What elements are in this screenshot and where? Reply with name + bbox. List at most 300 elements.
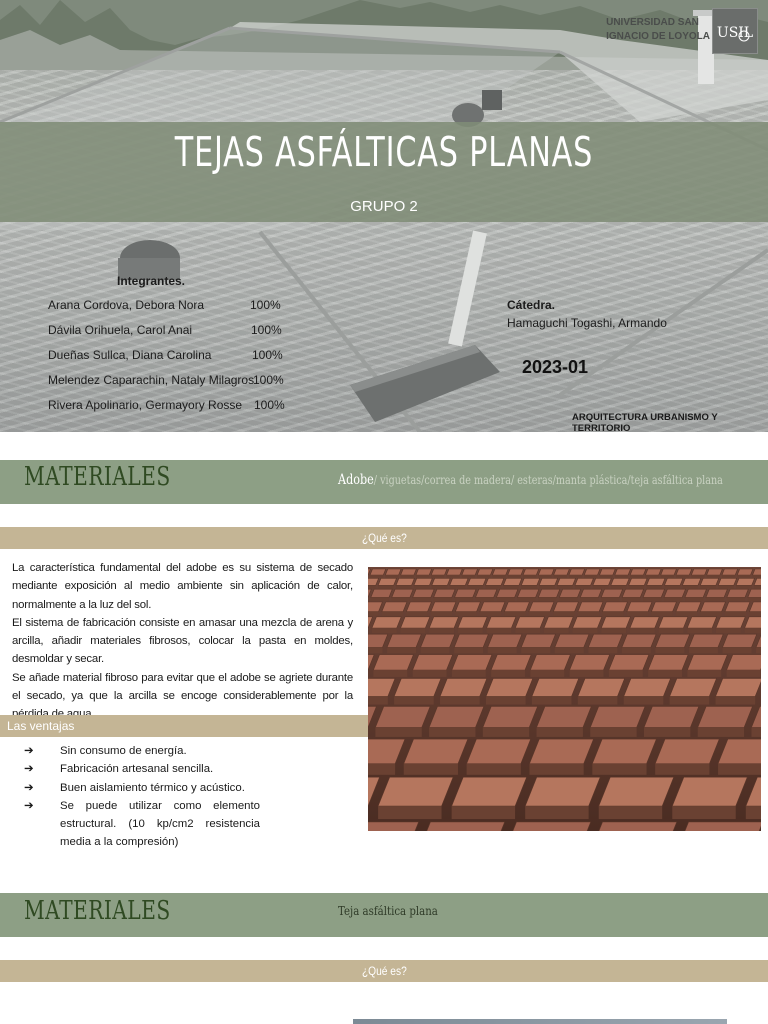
adobe-brick bbox=[716, 678, 761, 696]
adobe-brick bbox=[676, 602, 701, 612]
adobe-brick-side bbox=[370, 575, 383, 578]
adobe-brick bbox=[382, 602, 407, 612]
adobe-brick-side bbox=[718, 764, 761, 775]
adobe-brick bbox=[421, 634, 455, 647]
adobe-brick-side bbox=[644, 727, 690, 736]
adobe-brick-side bbox=[447, 575, 460, 578]
materials-heading: MATERIALES bbox=[24, 462, 171, 492]
member-percent: 100% bbox=[254, 398, 285, 412]
adobe-brick-side bbox=[373, 670, 407, 677]
adobe-brick-side bbox=[651, 612, 672, 616]
adobe-brick bbox=[737, 569, 753, 575]
adobe-brick bbox=[578, 602, 603, 612]
adobe-brick bbox=[557, 578, 575, 585]
academic-year: 2023-01 bbox=[522, 357, 589, 377]
adobe-brick-side bbox=[517, 597, 535, 601]
adobe-brick bbox=[483, 706, 538, 727]
adobe-brick-side bbox=[392, 597, 410, 601]
adobe-brick-side bbox=[676, 612, 697, 616]
group-label: GRUPO 2 bbox=[350, 198, 418, 215]
adobe-brick bbox=[538, 569, 554, 575]
adobe-brick bbox=[676, 569, 692, 575]
adobe-brick-side bbox=[689, 647, 718, 653]
adobe-brick bbox=[602, 602, 627, 612]
adobe-brick bbox=[455, 602, 480, 612]
adobe-brick-side bbox=[368, 585, 376, 588]
adobe-brick-side bbox=[602, 612, 623, 616]
adobe-brick bbox=[615, 569, 631, 575]
adobe-brick bbox=[622, 589, 643, 597]
adobe-brick-side bbox=[493, 575, 506, 578]
adobe-bricks-photo bbox=[368, 567, 761, 831]
adobe-brick bbox=[529, 602, 554, 612]
adobe-brick bbox=[575, 578, 593, 585]
adobe-brick bbox=[553, 602, 578, 612]
adobe-brick bbox=[508, 569, 524, 575]
catedra-label: Cátedra. bbox=[507, 298, 556, 312]
adobe-brick bbox=[723, 634, 757, 647]
adobe-brick-side bbox=[486, 585, 501, 588]
adobe-brick bbox=[488, 634, 522, 647]
adobe-brick-side bbox=[643, 597, 661, 601]
arrow-right-icon: ➔ bbox=[24, 799, 34, 812]
adobe-brick bbox=[401, 617, 430, 628]
adobe-brick bbox=[401, 569, 417, 575]
adobe-brick-side bbox=[416, 575, 429, 578]
adobe-brick-side bbox=[372, 628, 397, 633]
materials-heading-2: MATERIALES bbox=[24, 896, 171, 926]
adobe-brick-side bbox=[413, 597, 431, 601]
adobe-brick bbox=[685, 589, 706, 597]
adobe-brick-side bbox=[382, 612, 403, 616]
adobe-brick bbox=[477, 569, 493, 575]
adobe-brick-side bbox=[378, 585, 393, 588]
adobe-brick-side bbox=[401, 628, 426, 633]
adobe-brick bbox=[593, 578, 611, 585]
adobe-brick bbox=[590, 706, 645, 727]
adobe-brick-side bbox=[477, 575, 490, 578]
adobe-brick bbox=[559, 589, 580, 597]
member-percent: 100% bbox=[250, 298, 281, 312]
adobe-brick bbox=[537, 706, 592, 727]
adobe-brick-side bbox=[736, 585, 751, 588]
member-name: Melendez Caparachin, Nataly Milagros bbox=[48, 373, 255, 387]
adobe-brick-side bbox=[462, 575, 475, 578]
adobe-brick bbox=[521, 578, 539, 585]
member-percent: 100% bbox=[253, 373, 284, 387]
adobe-brick bbox=[413, 589, 434, 597]
adobe-brick bbox=[665, 578, 683, 585]
university-name-line2: IGNACIO DE LOYOLA bbox=[606, 31, 710, 42]
adobe-brick bbox=[521, 634, 555, 647]
adobe-brick bbox=[727, 589, 748, 597]
arrow-right-icon: ➔ bbox=[24, 781, 34, 794]
adobe-brick-side bbox=[716, 696, 756, 704]
faculty-label: ARQUITECTURA URBANISMO Y TERRITORIO bbox=[572, 412, 718, 432]
adobe-brick bbox=[480, 602, 505, 612]
adobe-brick-side bbox=[404, 764, 458, 775]
presentation-title: TEJAS ASFÁLTICAS PLANAS bbox=[174, 128, 594, 176]
adobe-brick bbox=[515, 617, 544, 628]
adobe-brick-side bbox=[537, 727, 583, 736]
adobe-brick bbox=[468, 578, 486, 585]
adobe-brick-side bbox=[665, 585, 680, 588]
adobe-brick-side bbox=[745, 628, 761, 633]
adobe-brick bbox=[517, 589, 538, 597]
adobe-brick bbox=[486, 578, 504, 585]
adobe-brick bbox=[727, 655, 761, 670]
adobe-brick bbox=[573, 617, 602, 628]
question-label-2: ¿Qué es? bbox=[361, 964, 407, 978]
adobe-brick bbox=[682, 578, 700, 585]
adobe-brick-side bbox=[504, 612, 525, 616]
adobe-brick bbox=[476, 589, 497, 597]
adobe-brick-side bbox=[497, 597, 515, 601]
adobe-brick bbox=[569, 569, 585, 575]
adobe-brick bbox=[406, 602, 431, 612]
adobe-brick-side bbox=[655, 647, 684, 653]
adobe-brick-side bbox=[753, 575, 761, 578]
adobe-brick-side bbox=[727, 670, 761, 677]
adobe-brick-side bbox=[476, 597, 494, 601]
adobe-brick-side bbox=[578, 612, 599, 616]
description-paragraph: El sistema de fabricación consiste en amasar una mezcla de arena y arcilla, añadir materiales fibrosos, colocar la pasta en moldes, desmoldar y secar. bbox=[12, 616, 353, 666]
adobe-brick bbox=[716, 617, 745, 628]
adobe-brick-side bbox=[394, 696, 434, 704]
adobe-brick bbox=[611, 578, 629, 585]
adobe-brick bbox=[570, 655, 610, 670]
adobe-brick-side bbox=[570, 670, 604, 677]
adobe-brick-side bbox=[624, 696, 664, 704]
adobe-brick bbox=[622, 634, 656, 647]
adobe-brick bbox=[601, 589, 622, 597]
adobe-brick-side bbox=[539, 585, 554, 588]
adobe-brick bbox=[450, 578, 468, 585]
adobe-brick bbox=[718, 578, 736, 585]
adobe-brick-side bbox=[592, 764, 646, 775]
adobe-brick bbox=[599, 777, 674, 806]
adobe-brick bbox=[440, 678, 487, 696]
adobe-brick bbox=[373, 655, 413, 670]
adobe-brick bbox=[503, 822, 591, 831]
adobe-brick-side bbox=[559, 597, 577, 601]
adobe-brick-side bbox=[725, 612, 746, 616]
adobe-brick-side bbox=[569, 575, 582, 578]
adobe-brick-side bbox=[538, 575, 551, 578]
adobe-brick bbox=[503, 578, 521, 585]
adobe-brick-side bbox=[655, 764, 709, 775]
adobe-brick bbox=[447, 569, 463, 575]
adobe-brick bbox=[661, 569, 677, 575]
adobe-brick bbox=[725, 602, 750, 612]
materials-breadcrumb-2: Teja asfáltica plana bbox=[338, 904, 438, 918]
adobe-brick-side bbox=[590, 727, 636, 736]
adobe-brick-side bbox=[670, 696, 710, 704]
adobe-brick-side bbox=[378, 806, 441, 819]
adobe-brick-side bbox=[627, 612, 648, 616]
adobe-brick bbox=[432, 578, 450, 585]
adobe-brick-side bbox=[723, 647, 752, 653]
adobe-brick-side bbox=[491, 670, 525, 677]
adobe-brick bbox=[609, 655, 649, 670]
question-bar bbox=[0, 527, 768, 549]
list-item: ➔ Se puede utilizar como elemento estructural. (10 kp/cm2 resistencia media a la compresión) bbox=[24, 797, 260, 852]
adobe-brick-side bbox=[452, 806, 515, 819]
adobe-brick bbox=[413, 655, 453, 670]
adobe-brick bbox=[392, 589, 413, 597]
adobe-brick-side bbox=[525, 806, 588, 819]
adobe-brick bbox=[601, 617, 630, 628]
adobe-brick bbox=[555, 634, 589, 647]
adobe-brick-side bbox=[508, 575, 521, 578]
adobe-brick-side bbox=[750, 612, 761, 616]
adobe-brick-side bbox=[529, 612, 550, 616]
adobe-brick-side bbox=[630, 628, 655, 633]
usil-logo-text: USIL bbox=[716, 25, 754, 41]
adobe-brick bbox=[646, 569, 662, 575]
adobe-brick bbox=[387, 634, 421, 647]
adobe-brick-side bbox=[529, 764, 583, 775]
member-name: Rivera Apolinario, Germayory Rosse bbox=[48, 398, 243, 412]
adobe-brick bbox=[467, 739, 531, 764]
adobe-brick-side bbox=[661, 575, 674, 578]
materials-breadcrumb bbox=[338, 472, 723, 488]
adobe-brick-side bbox=[706, 597, 724, 601]
adobe-brick-side bbox=[483, 727, 529, 736]
adobe-brick-side bbox=[440, 696, 480, 704]
adobe-brick-side bbox=[707, 575, 720, 578]
adobe-brick bbox=[525, 777, 600, 806]
adobe-brick bbox=[539, 578, 557, 585]
adobe-brick bbox=[455, 589, 476, 597]
adobe-brick bbox=[589, 822, 677, 831]
adobe-brick-side bbox=[371, 597, 389, 601]
adobe-brick-side bbox=[629, 585, 644, 588]
adobe-brick-side bbox=[406, 612, 427, 616]
adobe-brick bbox=[371, 589, 392, 597]
cover-slide bbox=[0, 0, 768, 432]
adobe-brick-side bbox=[375, 727, 421, 736]
adobe-brick-side bbox=[452, 670, 486, 677]
adobe-brick-side bbox=[432, 585, 447, 588]
adobe-brick-side bbox=[722, 575, 735, 578]
adobe-brick-side bbox=[672, 806, 735, 819]
adobe-brick-side bbox=[431, 575, 444, 578]
adobe-brick-side bbox=[455, 612, 476, 616]
adobe-brick bbox=[736, 578, 754, 585]
adobe-brick bbox=[659, 617, 688, 628]
adobe-brick bbox=[454, 634, 488, 647]
university-name-line1: UNIVERSIDAD SAN bbox=[606, 17, 699, 28]
adobe-brick bbox=[497, 589, 518, 597]
adobe-brick-side bbox=[521, 647, 550, 653]
adobe-brick-side bbox=[480, 612, 501, 616]
adobe-brick bbox=[643, 589, 664, 597]
adobe-brick bbox=[627, 602, 652, 612]
adobe-brick-side bbox=[468, 585, 483, 588]
adobe-brick-side bbox=[538, 597, 556, 601]
adobe-brick-side bbox=[368, 764, 395, 775]
description-paragraph: La característica fundamental del adobe es su sistema de secado mediante exposición al medio ambiente sin aplicación de calor, normalmente a la luz del sol. bbox=[12, 562, 353, 611]
arrow-right-icon: ➔ bbox=[24, 745, 34, 757]
usil-logo bbox=[712, 8, 758, 54]
adobe-brick-side bbox=[687, 628, 712, 633]
adobe-brick bbox=[504, 602, 529, 612]
adobe-brick-side bbox=[578, 696, 618, 704]
adobe-brick-side bbox=[467, 764, 521, 775]
adobe-brick bbox=[687, 655, 727, 670]
adobe-brick-side bbox=[622, 647, 651, 653]
list-item: ➔ Sin consumo de energía. bbox=[24, 742, 260, 760]
adobe-brick-side bbox=[685, 597, 703, 601]
adobe-brick-side bbox=[488, 647, 517, 653]
adobe-description bbox=[12, 559, 353, 724]
adobe-brick bbox=[396, 578, 414, 585]
adobe-brick bbox=[394, 678, 441, 696]
adobe-brick bbox=[689, 634, 723, 647]
adobe-brick-side bbox=[659, 628, 684, 633]
question-bar-2 bbox=[0, 960, 768, 982]
adobe-brick-side bbox=[676, 575, 689, 578]
members-heading: Integrantes. bbox=[117, 274, 186, 288]
catedra-professor: Hamaguchi Togashi, Armando bbox=[507, 316, 667, 330]
adobe-brick-side bbox=[521, 585, 536, 588]
adobe-brick bbox=[416, 569, 432, 575]
adobe-brick bbox=[429, 706, 484, 727]
adobe-brick bbox=[452, 777, 527, 806]
adobe-brick-side bbox=[486, 696, 526, 704]
adobe-brick bbox=[431, 602, 456, 612]
adobe-brick bbox=[698, 706, 753, 727]
adobe-brick-side bbox=[580, 597, 598, 601]
adobe-brick bbox=[630, 617, 659, 628]
adobe-brick-side bbox=[599, 806, 662, 819]
adobe-brick bbox=[375, 706, 430, 727]
adobe-brick bbox=[530, 655, 570, 670]
adobe-brick bbox=[370, 569, 386, 575]
description-paragraph: Se añade material fibroso para evitar que el adobe se agriete durante el secado, ya que la arcilla se encoge considerablemente por la bbox=[12, 671, 353, 703]
adobe-brick bbox=[644, 706, 699, 727]
member-percent: 100% bbox=[251, 323, 282, 337]
adobe-brick-side bbox=[700, 585, 715, 588]
adobe-brick bbox=[417, 822, 505, 831]
adobe-brick bbox=[655, 634, 689, 647]
adobe-brick bbox=[584, 569, 600, 575]
adobe-brick-side bbox=[454, 647, 483, 653]
adobe-brick bbox=[372, 617, 401, 628]
adobe-brick bbox=[624, 678, 671, 696]
adobe-brick bbox=[700, 602, 725, 612]
adobe-brick-side bbox=[664, 597, 682, 601]
adobe-brick-side bbox=[588, 647, 617, 653]
adobe-brick bbox=[544, 617, 573, 628]
adobe-brick bbox=[554, 569, 570, 575]
adobe-brick bbox=[532, 678, 579, 696]
question-label: ¿Qué es? bbox=[361, 531, 407, 545]
usil-logo-icon bbox=[713, 9, 757, 53]
adobe-brick bbox=[655, 739, 719, 764]
adobe-brick-side bbox=[593, 585, 608, 588]
adobe-brick bbox=[670, 678, 717, 696]
adobe-brick bbox=[629, 578, 647, 585]
adobe-brick bbox=[487, 617, 516, 628]
adobe-brick-side bbox=[682, 585, 697, 588]
adobe-brick-side bbox=[429, 727, 475, 736]
adobe-brick bbox=[523, 569, 539, 575]
adobe-brick-side bbox=[401, 575, 414, 578]
member-name: Dueñas Sullca, Diana Carolina bbox=[48, 348, 212, 362]
adobe-brick-side bbox=[700, 612, 721, 616]
adobe-brick-side bbox=[698, 727, 744, 736]
adobe-brick bbox=[486, 678, 533, 696]
adobe-brick-side bbox=[421, 647, 450, 653]
adobe-brick-side bbox=[622, 597, 640, 601]
adobe-brick-side bbox=[611, 585, 626, 588]
adobe-brick-side bbox=[553, 612, 574, 616]
adobe-brick bbox=[452, 655, 492, 670]
adobe-brick bbox=[700, 578, 718, 585]
adobe-brick bbox=[491, 655, 531, 670]
adobe-brick-side bbox=[615, 575, 628, 578]
adobe-brick bbox=[434, 589, 455, 597]
adobe-brick bbox=[580, 589, 601, 597]
adobe-brick bbox=[647, 578, 665, 585]
adobe-brick-side bbox=[727, 597, 745, 601]
adobe-brick-side bbox=[601, 597, 619, 601]
adobe-brick-side bbox=[530, 670, 564, 677]
adobe-brick bbox=[600, 569, 616, 575]
adobe-brick bbox=[529, 739, 593, 764]
list-item: ➔ Buen aislamiento térmico y acústico. bbox=[24, 779, 260, 797]
adobe-brick-side bbox=[646, 575, 659, 578]
adobe-brick bbox=[707, 569, 723, 575]
adobe-brick-side bbox=[368, 647, 382, 653]
adobe-brick bbox=[429, 617, 458, 628]
adobe-brick bbox=[431, 569, 447, 575]
adobe-brick bbox=[378, 777, 453, 806]
adobe-brick-side bbox=[647, 585, 662, 588]
adobe-brick-side bbox=[746, 806, 761, 819]
adobe-brick-side bbox=[754, 585, 761, 588]
adobe-brick bbox=[404, 739, 468, 764]
adobe-brick bbox=[414, 578, 432, 585]
adobe-brick-side bbox=[575, 585, 590, 588]
adobe-brick bbox=[675, 822, 761, 831]
adobe-brick-side bbox=[554, 575, 567, 578]
adobe-brick-side bbox=[455, 597, 473, 601]
adobe-brick bbox=[578, 678, 625, 696]
adobe-brick-side bbox=[414, 585, 429, 588]
adobe-brick-side bbox=[648, 670, 682, 677]
adobe-brick-side bbox=[503, 585, 518, 588]
member-name: Arana Cordova, Debora Nora bbox=[48, 298, 205, 312]
adobe-brick-side bbox=[630, 575, 643, 578]
adobe-brick-side bbox=[458, 628, 483, 633]
adobe-brick-side bbox=[515, 628, 540, 633]
adobe-brick-side bbox=[387, 647, 416, 653]
adobe-brick-side bbox=[756, 647, 761, 653]
adobe-brick bbox=[651, 602, 676, 612]
breadcrumb-rest: / viguetas/correa de madera/ esteras/manta plástica/teja asfáltica plana bbox=[373, 473, 723, 487]
adobe-brick-side bbox=[434, 597, 452, 601]
adobe-brick-side bbox=[368, 612, 379, 616]
adobe-brick-side bbox=[584, 575, 597, 578]
adobe-brick bbox=[687, 617, 716, 628]
adobe-brick bbox=[664, 589, 685, 597]
adobe-brick-side bbox=[573, 628, 598, 633]
adobe-brick-side bbox=[450, 585, 465, 588]
adobe-brick-side bbox=[385, 575, 398, 578]
